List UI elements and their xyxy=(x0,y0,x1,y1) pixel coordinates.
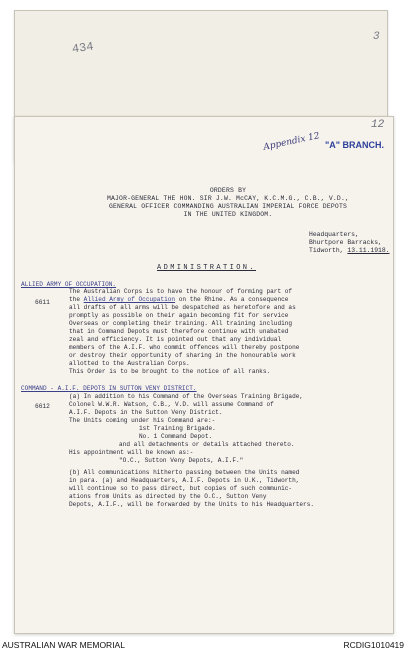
order-6612-number: 6612 xyxy=(35,403,50,410)
order-6612-line-3: A.I.F. Depots in the Sutton Veny District. xyxy=(69,409,223,416)
handwritten-note: Appendix 12 xyxy=(262,131,321,153)
orders-header xyxy=(93,187,363,219)
order-6612-heading-rest: - A.I.F. DEPOTS IN SUTTON VENY DISTRICT. xyxy=(46,385,197,392)
hq-place: Tidworth, xyxy=(309,247,344,254)
section-title: ADMINISTRATION. xyxy=(157,264,257,272)
order-6612-line-5: 1st Training Brigade. xyxy=(139,425,216,432)
order-6612-line-9: "O.C., Sutton Veny Depots, A.I.F." xyxy=(119,457,244,464)
header-line-3: GENERAL OFFICER COMMANDING AUSTRALIAN IMPERIAL FORCE DEPOTS xyxy=(108,203,348,210)
archive-page-mark: 434 xyxy=(71,39,95,57)
order-6611-line-11: This Order is to be brought to the notice of all ranks. xyxy=(69,368,271,375)
document-sheet xyxy=(14,116,394,634)
order-6611-line-7: zeal and efficiency. It is pointed out that any individual xyxy=(69,336,282,343)
archive-footer xyxy=(0,638,408,654)
order-6612-line-4: The Units coming under his Command are:- xyxy=(69,417,216,424)
header-line-1: ORDERS BY xyxy=(209,187,247,194)
order-6611-line-3: all drafts of all arms will be despatched as heretofore and as xyxy=(69,304,296,311)
order-6611-line-4: promptly as possible on their again becoming fit for service xyxy=(69,312,289,319)
order-6612-line-1: (a) In addition to his Command of the Overseas Training Brigade, xyxy=(69,393,304,400)
order-6611-line-5: Overseas or completing their training. All training including xyxy=(69,320,293,327)
order-6612-line-7: and all detachments or details attached thereto. xyxy=(119,441,295,448)
header-line-2: MAJOR-GENERAL THE HON. SIR J.W. McCAY, K.C.M.G., C.B., V.D., xyxy=(106,195,350,202)
branch-stamp: "A" BRANCH. xyxy=(325,140,385,150)
archive-corner-mark: 3 xyxy=(373,31,380,43)
order-6611-line-9: or destroy their opportunity of sharing in the honourable work xyxy=(69,352,296,359)
hq-line-1: Headquarters, xyxy=(309,231,359,238)
order-6612-line-10: (b) All communications hitherto passing between the Units named xyxy=(69,469,300,476)
order-6612-line-14: Depots, A.I.F., will be forwarded by the Units to his Headquarters. xyxy=(69,501,315,508)
order-6612-line-2: Colonel W.W.R. Watson, C.B., V.D. will assume Command of xyxy=(69,401,274,408)
order-6612-line-8: His appointment will be known as:- xyxy=(69,449,194,456)
order-6611-line-2: the Allied Army of Occupation on the Rhine. As a consequence xyxy=(69,296,289,303)
order-6611-heading: ALLIED ARMY OF OCCUPATION. xyxy=(21,281,117,288)
order-6612-line-12: will continue so to pass direct, but copies of such communic- xyxy=(69,485,293,492)
order-6611-number: 6611 xyxy=(35,299,50,306)
allied-army-underline: Allied Army of Occupation xyxy=(83,296,176,303)
headquarters-block xyxy=(309,231,390,255)
order-6611-line-8: members of the A.I.F. who commit offences will thereby postpone xyxy=(69,344,300,351)
order-6611-line-1: The Australian Corps is to have the honour of forming part of xyxy=(69,288,293,295)
order-6612-line-6: No. 1 Command Depot. xyxy=(139,433,213,440)
order-6611-line-10: allotted to the Australian Corps. xyxy=(69,360,190,367)
archive-name: AUSTRALIAN WAR MEMORIAL xyxy=(2,640,125,650)
hq-line-3 xyxy=(309,247,390,255)
order-6612-heading xyxy=(21,385,197,393)
header-line-4: IN THE UNITED KINGDOM. xyxy=(183,211,273,218)
archive-reference: RCDIG1010419 xyxy=(343,640,404,650)
order-6612-heading-prefix: COMMAND xyxy=(21,385,47,392)
order-6612-line-13: ations from Units as directed by the O.C., Sutton Veny xyxy=(69,493,267,500)
page-number-mark: 12 xyxy=(371,119,385,131)
order-6612-line-11: in para. (a) and Headquarters, A.I.F. Depots in U.K., Tidworth, xyxy=(69,477,300,484)
order-6611-line-6: that in Command Depots must therefore continue with unabated xyxy=(69,328,289,335)
hq-date: 13.11.1918. xyxy=(347,247,390,254)
hq-line-2: Bhurtpore Barracks, xyxy=(309,239,382,246)
